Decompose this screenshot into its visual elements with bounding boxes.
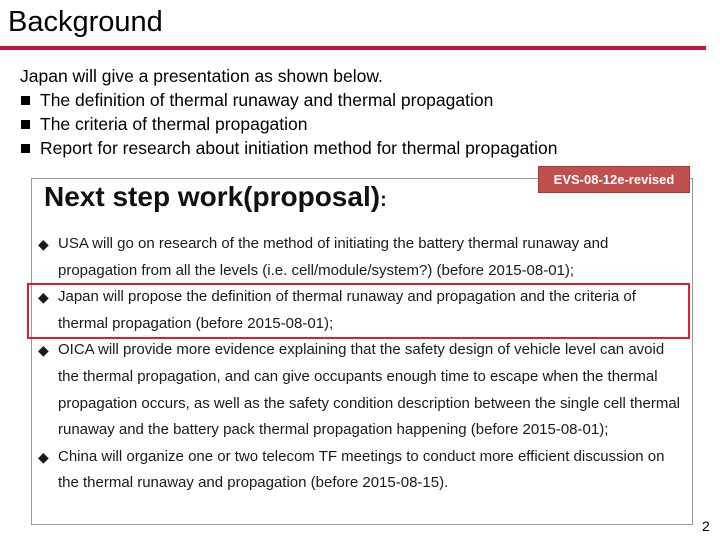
- intro-bullet-text: Report for research about initiation method for thermal propagation: [40, 138, 558, 158]
- intro-bullet-text: The criteria of thermal propagation: [40, 114, 308, 134]
- page-title: Background: [8, 6, 163, 38]
- slide-title: [44, 179, 387, 218]
- embedded-slide: [31, 178, 693, 525]
- intro-section: [20, 64, 558, 160]
- list-item: [38, 337, 688, 443]
- intro-bullet: [20, 88, 558, 112]
- square-bullet-icon: [21, 144, 30, 153]
- intro-bullet: [20, 136, 558, 160]
- diamond-bullet-icon: ◆: [38, 448, 49, 465]
- diamond-bullet-icon: ◆: [38, 342, 49, 359]
- list-item: [38, 231, 688, 284]
- document-id-tag: EVS-08-12e-revised: [538, 166, 690, 193]
- square-bullet-icon: [21, 120, 30, 129]
- list-item-text: Japan will propose the definition of thermal runaway and propagation and the criteria of thermal propagation (before 2015-08-01);: [58, 288, 636, 332]
- page-number: 2: [702, 518, 710, 534]
- diamond-bullet-icon: ◆: [38, 236, 49, 252]
- intro-bullet: [20, 112, 558, 136]
- intro-lead: Japan will give a presentation as shown below.: [20, 66, 383, 86]
- list-item: [38, 444, 688, 497]
- list-item-text: OICA will provide more evidence explaining that the safety design of vehicle level can avoid the thermal propagation, and can give occupants enough time to escape when the thermal propagation occurs, as well as the safety condition description between the single cell thermal runaway and the battery pack thermal propagation happening (before 2015-08-01);: [58, 341, 681, 439]
- slide-title-suffix: :: [380, 189, 387, 211]
- slide-title-text: Next step work(proposal): [44, 181, 381, 212]
- title-divider: [0, 46, 706, 50]
- list-item-text: USA will go on research of the method of initiating the battery thermal runaway and propagation from all the levels (i.e. cell/module/system?) (before 2015-08-01);: [58, 235, 609, 279]
- slide-item-list: [38, 231, 688, 497]
- highlight-box: [27, 283, 690, 339]
- diamond-bullet-icon: ◆: [38, 289, 49, 306]
- square-bullet-icon: [21, 96, 30, 105]
- intro-bullet-text: The definition of thermal runaway and thermal propagation: [40, 90, 494, 110]
- list-item-text: China will organize one or two telecom TF meetings to conduct more efficient discussion on the thermal runaway and propagation (before 2015-08-15).: [58, 447, 665, 492]
